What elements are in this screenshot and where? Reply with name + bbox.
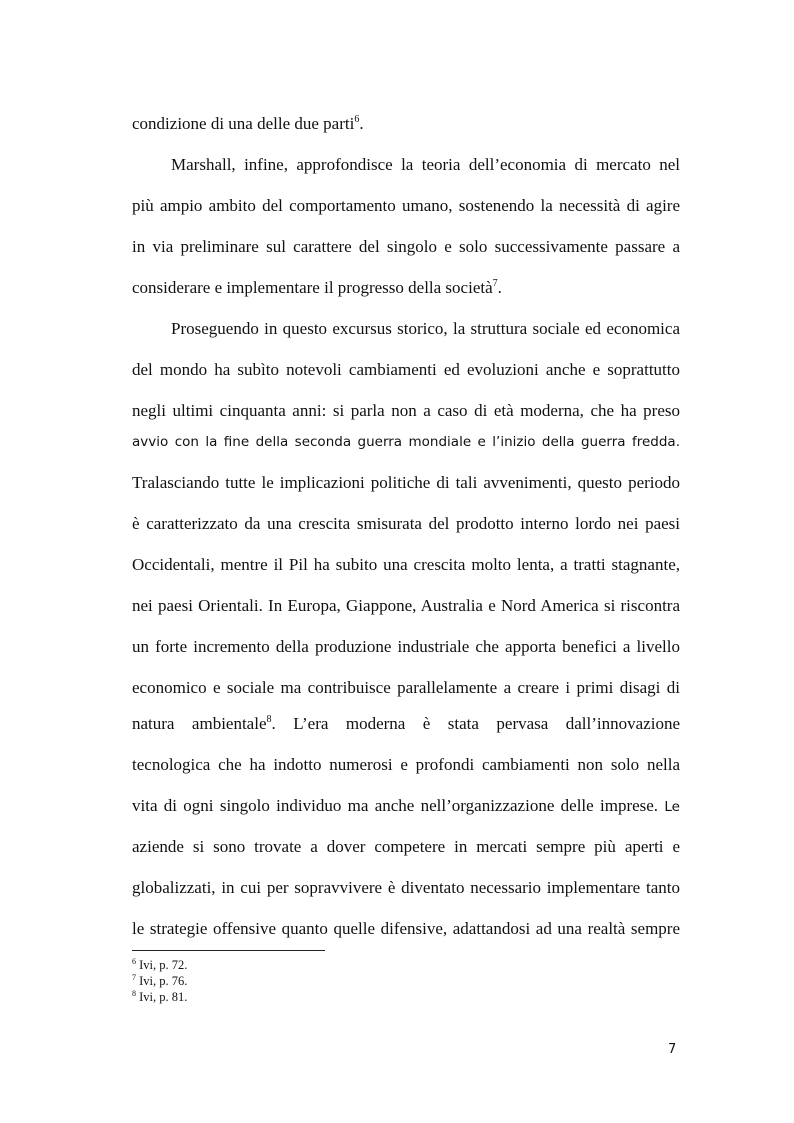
text-line: più ampio ambito del comportamento umano, sostenendo la necessità di agire [132, 196, 680, 215]
footnote-ref[interactable]: 7 [492, 278, 498, 289]
text-line: un forte incremento della produzione industriale che apporta benefici a livello [132, 637, 680, 656]
footnote: $^6$ Ivi, p. 72. [132, 957, 188, 972]
text-line-sans: avvio con la fine della seconda guerra mondiale e l’inizio della guerra fredda. [132, 434, 680, 450]
text-line: le strategie offensive quanto quelle difensive, adattandosi ad una realtà sempre [132, 919, 680, 938]
footnote-separator [132, 950, 325, 951]
text-line: globalizzati, in cui per sopravvivere è diventato necessario implementare tanto [132, 878, 680, 897]
footnote-ref[interactable]: 8 [266, 714, 272, 725]
text-line: è caratterizzato da una crescita smisurata del prodotto interno lordo nei paesi [132, 514, 680, 533]
footnote: $^7$ Ivi, p. 76. [132, 973, 188, 988]
text-line: natura ambientale$^8$. L’era moderna è stata pervasa dall’innovazione [132, 714, 680, 733]
text-line: tecnologica che ha indotto numerosi e profondi cambiamenti non solo nella [132, 755, 680, 774]
footnote: $^8$ Ivi, p. 81. [132, 989, 188, 1004]
text-line: nei paesi Orientali. In Europa, Giappone, Australia e Nord America si riscontra [132, 596, 680, 615]
paragraph-first-line: Proseguendo in questo excursus storico, la struttura sociale ed economica [171, 319, 680, 338]
text-line: considerare e implementare il progresso della società$^7$. [132, 278, 502, 297]
page-number: 7 [668, 1042, 677, 1057]
text-line: vita di ogni singolo individuo ma anche nell’organizzazione delle imprese. Le [132, 796, 680, 815]
text-line: del mondo ha subìto notevoli cambiamenti ed evoluzioni anche e soprattutto [132, 360, 680, 379]
text-line: in via preliminare sul carattere del singolo e solo successivamente passare a [132, 237, 680, 256]
text-line: negli ultimi cinquanta anni: si parla non a caso di età moderna, che ha preso [132, 401, 680, 420]
text-line: aziende si sono trovate a dover competere in mercati sempre più aperti e [132, 837, 680, 856]
text-line: Tralasciando tutte le implicazioni politiche di tali avvenimenti, questo periodo [132, 473, 680, 492]
footnote-ref[interactable]: 6 [354, 114, 360, 125]
text-line: Occidentali, mentre il Pil ha subito una crescita molto lenta, a tratti stagnante, [132, 555, 680, 574]
text-line: condizione di una delle due parti$^6$. [132, 114, 364, 133]
paragraph-first-line: Marshall, infine, approfondisce la teoria dell’economia di mercato nel [171, 155, 680, 174]
text-line: economico e sociale ma contribuisce parallelamente a creare i primi disagi di [132, 678, 680, 697]
